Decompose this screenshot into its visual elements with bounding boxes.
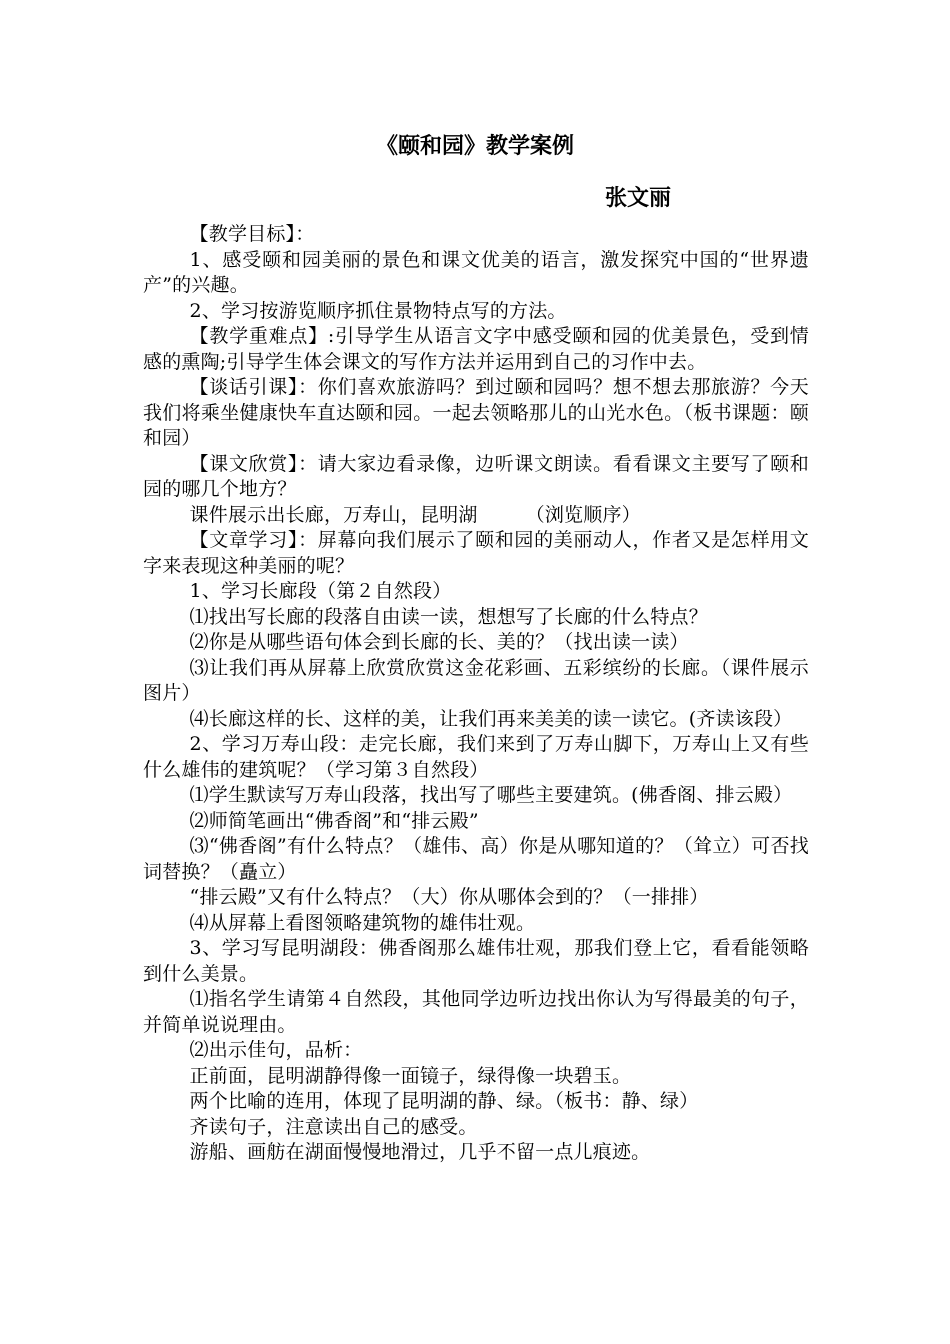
paragraph: “排云殿”又有什么特点？（大）你从哪体会到的？（一排排） xyxy=(189,886,709,908)
paragraph-article-study: 【文章学习】：屏幕向我们展示了颐和园的美丽动人，作者又是怎样用文字来表现这种美丽的呢？ xyxy=(143,529,809,577)
section-heading-objectives: 【教学目标】： xyxy=(189,223,315,245)
paragraph: 2、学习按游览顺序抓住景物特点写的方法。 xyxy=(189,299,567,322)
paragraph: ⑴学生默读写万寿山段落，找出写了哪些主要建筑。(佛香阁、排云殿） xyxy=(189,784,793,806)
paragraph: ⑶让我们再从屏幕上欣赏欣赏这金花彩画、五彩缤纷的长廊。（课件展示图片） xyxy=(143,656,809,704)
paragraph: ⑶“佛香阁”有什么特点？（雄伟、高）你是从哪知道的？（耸立）可否找词替换？（矗立） xyxy=(143,835,809,883)
document-body xyxy=(143,222,809,1166)
paragraph: 课件展示出长廊，万寿山，昆明湖 （浏览顺序） xyxy=(189,503,641,526)
paragraph-key-points: 【教学重难点】:引导学生从语言文字中感受颐和园的优美景色，受到情感的熏陶;引导学生体会课文的写作方法并运用到自己的习作中去。 xyxy=(143,325,809,373)
paragraph: ⑴找出写长廊的段落自由读一读，想想写了长廊的什么特点？ xyxy=(189,605,708,628)
paragraph: 1、学习长廊段（第２自然段） xyxy=(189,580,452,602)
paragraph: 两个比喻的连用，体现了昆明湖的静、绿。（板书：静、绿） xyxy=(189,1090,699,1112)
paragraph: ⑷长廊这样的长、这样的美，让我们再来美美的读一读它。(齐读该段） xyxy=(189,707,793,730)
paragraph: ⑵师简笔画出“佛香阁”和“排云殿” xyxy=(189,809,479,832)
paragraph: 1、感受颐和园美丽的景色和课文优美的语言，激发探究中国的“世界遗产”的兴趣。 xyxy=(143,248,809,296)
document-author: 张文丽 xyxy=(605,186,672,211)
paragraph: 2、学习万寿山段：走完长廊，我们来到了万寿山脚下，万寿山上又有些什么雄伟的建筑呢？（学习第３自然段） xyxy=(143,733,809,781)
paragraph: ⑵出示佳句，品析： xyxy=(189,1039,363,1061)
paragraph: 3、学习写昆明湖段：佛香阁那么雄伟壮观，那我们登上它，看看能领略到什么美景。 xyxy=(143,937,809,985)
paragraph-intro-talk: 【谈话引课】：你们喜欢旅游吗？到过颐和园吗？想不想去那旅游？今天我们将乘坐健康快车直达颐和园。一起去领略那儿的山光水色。（板书课题：颐和园） xyxy=(143,376,809,449)
paragraph: ⑷从屏幕上看图领略建筑物的雄伟壮观。 xyxy=(189,911,536,934)
paragraph: ⑵你是从哪些语句体会到长廊的长、美的？（找出读一读） xyxy=(189,631,689,653)
paragraph: 正前面，昆明湖静得像一面镜子，绿得像一块碧玉。 xyxy=(189,1064,632,1087)
document-title: 《颐和园》教学案例 xyxy=(375,134,574,159)
paragraph: 游船、画舫在湖面慢慢地滑过，几乎不留一点儿痕迹。 xyxy=(189,1141,651,1163)
paragraph-text-appreciation: 【课文欣赏】：请大家边看录像，边听课文朗读。看看课文主要写了颐和园的哪几个地方？ xyxy=(143,452,809,500)
paragraph: 齐读句子，注意读出自己的感受。 xyxy=(189,1115,478,1138)
paragraph: ⑴指名学生请第４自然段，其他同学边听边找出你认为写得最美的句子，并简单说说理由。 xyxy=(143,988,809,1036)
